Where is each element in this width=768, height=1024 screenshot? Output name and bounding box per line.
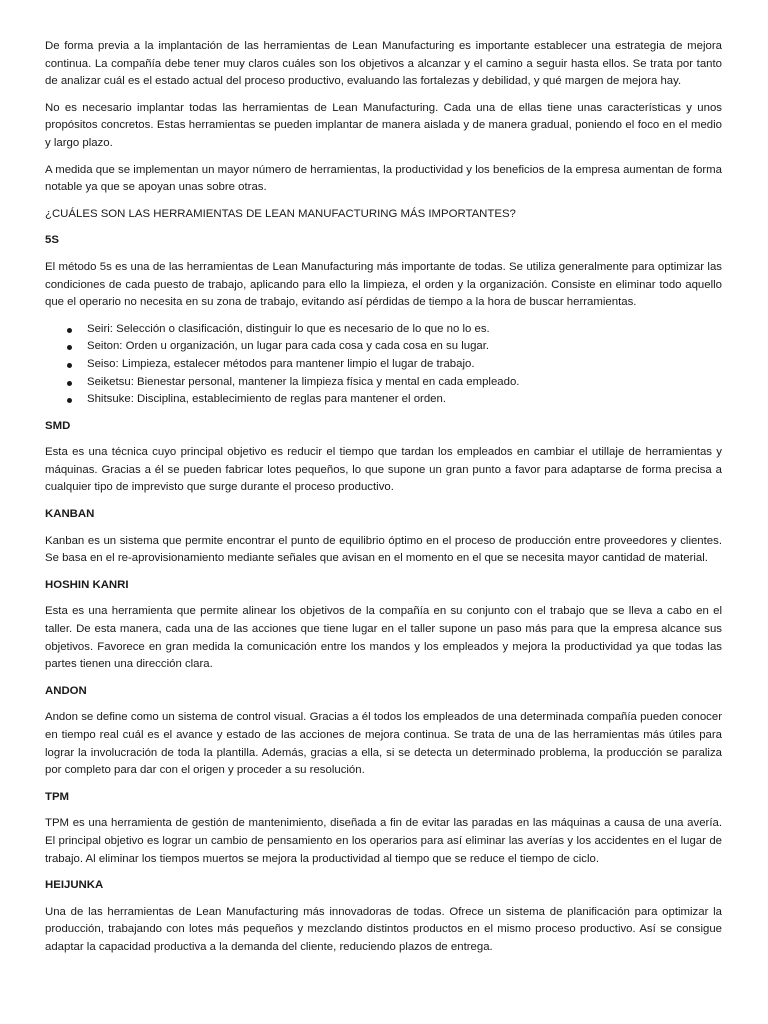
intro-paragraph: De forma previa a la implantación de las herramientas de Lean Manufacturing es importante establecer una estrategia de mejora continua. La compañía debe tener muy claros cuáles son los objetivos a alcanzar y el camino a seguir hasta ellos. Se trata por tanto de analizar cuál es el estado actual del proceso productivo, evaluando las fortalezas y debilidad, y qué margen de mejora hay. — [45, 40, 722, 88]
list-item-text: Shitsuke: Disciplina, establecimiento de reglas para mantener el orden. — [87, 393, 446, 406]
section-body-andon: Andon se define como un sistema de control visual. Gracias a él todos los empleados de una determinada compañía pueden conocer en tiempo real cuál es el avance y estado de las acciones de mejora continua. Se trata de una de las herramientas más útiles para lograr la involucración de toda la plantilla. Además, gracias a ella, si se detecta un determinado problema, la producción se paraliza por completo para dar con el origen y proceder a su resolución. — [45, 711, 722, 777]
section-body-heijunka: Una de las herramientas de Lean Manufacturing más innovadoras de todas. Ofrece un sistema de planificación para optimizar la producción, trabajando con lotes más pequeños y mezclando distintos productos en el mismo proceso productivo. Así se consigue adaptar la capacidad productiva a la demanda del cliente, reduciendo plazos de entrega. — [45, 905, 722, 953]
section-body-hoshin-kanri: Esta es una herramienta que permite alinear los objetivos de la compañía en su conjunto con el trabajo que se lleva a cabo en el taller. De esta manera, cada una de las acciones que tiene lugar en el taller supone un paso más para que la empresa alcance sus objetivos. Favorece en gran medida la comunicación entre los mandos y los empleados y mejora la productividad ya que todas las partes tienen una dirección clara. — [45, 605, 722, 671]
bullet-icon — [67, 345, 72, 350]
bullet-icon — [67, 398, 72, 403]
list-item — [45, 321, 722, 339]
section-heading-5s: 5S — [45, 234, 59, 247]
section-body-tpm: TPM es una herramienta de gestión de mantenimiento, diseñada a fin de evitar las paradas en las máquinas a causa de una avería. El principal objetivo es lograr un cambio de pensamiento en los operarios para así eliminar las averías y los accidentes en el lugar de trabajo. Al eliminar los tiempos muertos se mejora la productividad al tiempo que se reduce el tiempo de ciclo. — [45, 817, 722, 865]
document-page — [45, 38, 722, 966]
5s-bullet-list — [45, 321, 722, 409]
list-item-text: Seiri: Selección o clasificación, distinguir lo que es necesario de lo que no lo es. — [87, 322, 490, 335]
list-item — [45, 374, 722, 392]
section-heading-heijunka: HEIJUNKA — [45, 879, 104, 892]
bullet-icon — [67, 363, 72, 368]
section-body-kanban: Kanban es un sistema que permite encontrar el punto de equilibrio óptimo en el proceso de producción entre proveedores y clientes. Se basa en el re-aprovisionamiento mediante señales que avisan en el momento en el que se necesita mayor cantidad de material. — [45, 534, 722, 565]
section-heading-hoshin-kanri: HOSHIN KANRI — [45, 578, 129, 591]
list-item-text: Seiso: Limpieza, estalecer métodos para mantener limpio el lugar de trabajo. — [87, 357, 475, 370]
section-heading-tpm: TPM — [45, 790, 70, 803]
list-item-text: Seiketsu: Bienestar personal, mantener la limpieza física y mental en cada empleado. — [87, 375, 520, 388]
list-item — [45, 338, 722, 356]
list-item-text: Seiton: Orden u organización, un lugar para cada cosa y cada cosa en su lugar. — [87, 340, 490, 353]
section-heading-smd: SMD — [45, 419, 71, 432]
question-heading: ¿CUÁLES SON LAS HERRAMIENTAS DE LEAN MANUFACTURING MÁS IMPORTANTES? — [45, 207, 516, 220]
section-heading-kanban: KANBAN — [45, 508, 95, 521]
section-body-5s: El método 5s es una de las herramientas de Lean Manufacturing más importante de todas. Se utiliza generalmente para optimizar las condiciones de cada puesto de trabajo, aplicando para ello la limpieza, el orden y la organización. Consiste en eliminar todo aquello que el operario no necesita en su zona de trabajo, evitando así pérdidas de tiempo a la hora de buscar herramientas. — [45, 260, 722, 309]
section-body-smd: Esta es una técnica cuyo principal objetivo es reducir el tiempo que tardan los empleados en cambiar el utillaje de herramientas y máquinas. Gracias a él se pueden fabricar lotes pequeños, lo que supone un gran punto a favor para adaptarse de forma precisa a cualquier tipo de imprevisto que surge durante el proceso productivo. — [45, 446, 722, 494]
bullet-icon — [67, 381, 72, 386]
section-heading-andon: ANDON — [45, 684, 87, 697]
bullet-icon — [67, 328, 72, 333]
intro-paragraph: No es necesario implantar todas las herramientas de Lean Manufacturing. Cada una de ellas tiene unas características y unos propósitos concretos. Estas herramientas se pueden implantar de manera aislada y de manera gradual, poniendo el foco en el medio y largo plazo. — [45, 101, 722, 149]
intro-paragraph: A medida que se implementan un mayor número de herramientas, la productividad y los beneficios de la empresa aumentan de forma notable ya que se apoyan unas sobre otras. — [45, 163, 722, 194]
list-item — [45, 391, 722, 409]
list-item — [45, 356, 722, 374]
